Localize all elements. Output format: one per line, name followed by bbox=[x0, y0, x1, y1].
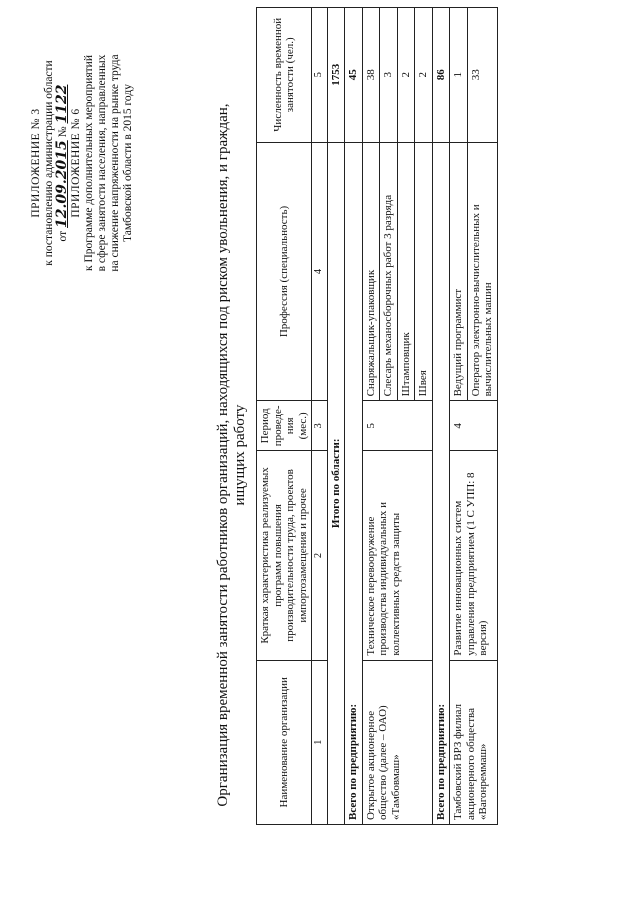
decree-label: к постановлению администрации области bbox=[43, 60, 55, 266]
column-number-row: 1 2 3 4 5 bbox=[312, 8, 328, 825]
profession-count: 2 bbox=[397, 8, 415, 143]
profession-name: Штамповщик bbox=[397, 142, 415, 401]
profession-count: 33 bbox=[467, 8, 497, 143]
profession-name: Снаряжальщик-упаковщик bbox=[362, 142, 380, 401]
region-total-value: 1753 bbox=[327, 8, 345, 143]
org-period: 5 bbox=[362, 401, 432, 451]
org-name: Открытое акционерное общество (далее – ОАО) «Тамбовмаш» bbox=[362, 660, 432, 824]
region-total-row bbox=[327, 8, 345, 825]
org-name: Тамбовский ВРЗ филиал акционерного общества «Вагонреммаш» bbox=[450, 660, 498, 824]
employment-table bbox=[256, 7, 498, 825]
header-cell: Период проведе-ния (мес.) bbox=[257, 401, 312, 451]
handwritten-number: 1122 bbox=[54, 84, 70, 124]
profession-count: 3 bbox=[380, 8, 398, 143]
table-row bbox=[362, 8, 380, 825]
profession-count: 38 bbox=[362, 8, 380, 143]
header-cell: Профессия (специальность) bbox=[257, 142, 312, 401]
header-row bbox=[257, 8, 312, 825]
header-cell: Численность временной занятости (чел.) bbox=[257, 8, 312, 143]
org-total-label: Всего по предприятию: bbox=[345, 142, 363, 824]
appendix-label: ПРИЛОЖЕНИЕ № 3 bbox=[30, 108, 42, 218]
org-description: Техническое перевооружение производства индивидуальных и коллективных средств защиты bbox=[362, 451, 432, 660]
org-total-row bbox=[432, 8, 450, 825]
org-total-value: 45 bbox=[345, 8, 363, 143]
document-header bbox=[30, 13, 135, 313]
org-total-value: 86 bbox=[432, 8, 450, 143]
handwritten-date: 12.09.2015 bbox=[54, 140, 70, 228]
program-line: на снижение напряженности на рынке труда bbox=[109, 54, 121, 272]
org-period: 4 bbox=[450, 401, 498, 451]
appendix-label-2: ПРИЛОЖЕНИЕ № 6 bbox=[70, 108, 82, 218]
program-line: к Программе дополнительных мероприятий bbox=[83, 55, 95, 271]
decree-date-line: от 12.09.2015 № 1122 bbox=[54, 84, 70, 242]
header-cell: Наименование организации bbox=[257, 660, 312, 824]
profession-name: Швея bbox=[415, 142, 433, 401]
org-description: Развитие инновационных систем управления предприятием (1 С УПП: 8 версия) bbox=[450, 451, 498, 660]
profession-count: 1 bbox=[450, 8, 468, 143]
program-line: Тамбовской области в 2015 году bbox=[122, 84, 134, 242]
profession-count: 2 bbox=[415, 8, 433, 143]
profession-name: Слесарь механосборочных работ 3 разряда bbox=[380, 142, 398, 401]
table-row bbox=[450, 8, 468, 825]
header-cell: Краткая характеристика реализуемых программ повышения производительности труда, проектов импортозамещения и прочее bbox=[257, 451, 312, 660]
profession-name: Ведущий программист bbox=[450, 142, 468, 401]
program-line: в сфере занятости населения, направленных bbox=[96, 54, 108, 272]
org-total-label: Всего по предприятию: bbox=[432, 142, 450, 824]
document-title: Организация временной занятости работников организаций, находящихся под риском увольнения, и граждан, ищущих работу bbox=[215, 103, 248, 807]
profession-name: Оператор электронно-вычислительных и вычислительных машин bbox=[467, 142, 497, 401]
org-total-row bbox=[345, 8, 363, 825]
region-total-label: Итого по области: bbox=[327, 142, 345, 824]
